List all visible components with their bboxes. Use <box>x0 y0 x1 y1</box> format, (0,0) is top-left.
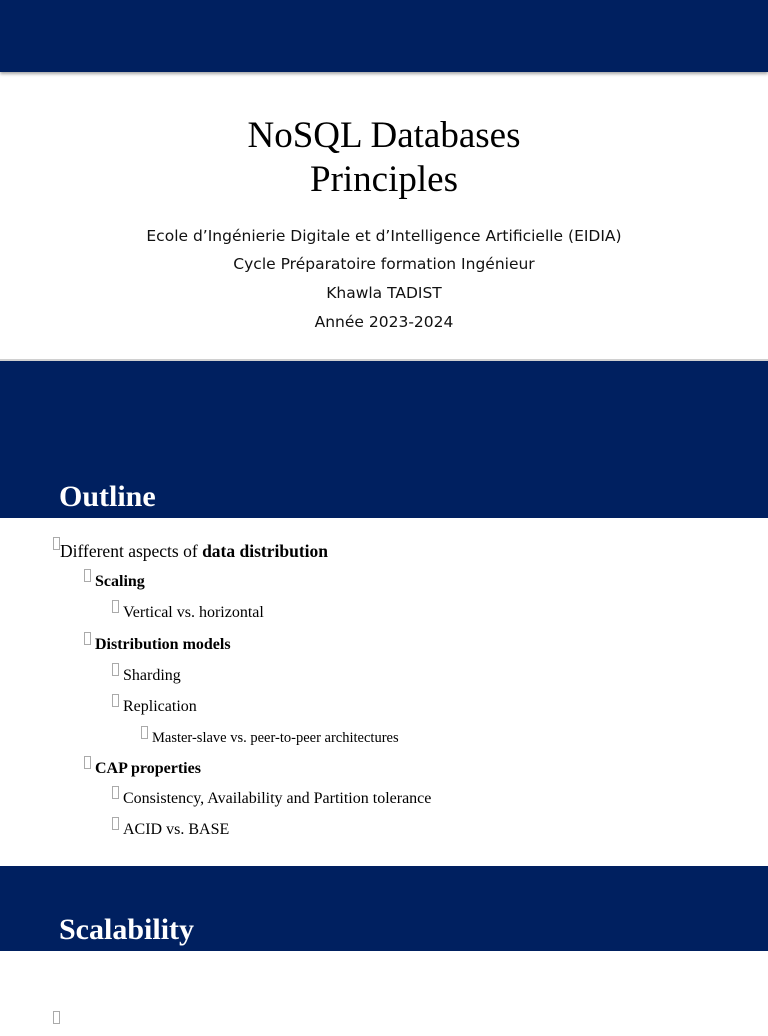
bullet-text: Vertical vs. horizontal <box>123 604 264 621</box>
bullet-text: Different aspects of <box>60 541 203 561</box>
bullet-text-bold: Scaling <box>95 573 145 590</box>
title-slide-year: Année 2023-2024 <box>314 313 454 331</box>
outline-bullet-data-distribution <box>53 541 328 562</box>
title-slide <box>0 72 768 360</box>
bullet-marker-icon <box>84 569 91 582</box>
bullet-marker-icon <box>112 600 119 613</box>
bullet-marker-icon <box>112 786 119 799</box>
outline-bullet-vertical-horizontal <box>112 604 264 622</box>
outline-bullet-consistency <box>112 790 431 808</box>
title-slide-title-line1: NoSQL Databases <box>247 115 521 156</box>
bullet-text: ACID vs. BASE <box>123 821 230 838</box>
title-slide-header-band <box>0 0 768 72</box>
bullet-marker-icon <box>141 726 148 739</box>
outline-bullet-distribution-models <box>84 636 231 654</box>
scalability-slide-header-band <box>0 866 768 951</box>
bullet-text: Sharding <box>123 667 181 684</box>
outline-slide-heading: Outline <box>59 480 156 513</box>
outline-bullet-cap-properties <box>84 760 201 778</box>
outline-bullet-replication <box>112 698 197 716</box>
bullet-marker-icon <box>84 632 91 645</box>
title-slide-school: Ecole d’Ingénierie Digitale et d’Intelligence Artificielle (EIDIA) <box>146 227 622 245</box>
bullet-text-bold: Distribution models <box>95 636 231 653</box>
title-slide-author: Khawla TADIST <box>326 284 442 302</box>
bullet-marker-icon <box>53 1011 60 1024</box>
bullet-marker-icon <box>84 756 91 769</box>
outline-bullet-scaling <box>84 573 145 591</box>
outline-slide-header-band <box>0 361 768 518</box>
outline-bullet-master-slave <box>141 730 399 747</box>
bullet-text-bold: CAP properties <box>95 760 201 777</box>
bullet-text: Replication <box>123 698 197 715</box>
title-slide-program: Cycle Préparatoire formation Ingénieur <box>233 255 535 273</box>
bullet-text: Master-slave vs. peer-to-peer architectures <box>152 730 399 746</box>
bullet-text-bold: data distribution <box>202 541 328 561</box>
bullet-text: Consistency, Availability and Partition tolerance <box>123 790 432 807</box>
bullet-marker-icon <box>112 663 119 676</box>
scalability-slide-heading: Scalability <box>59 913 195 946</box>
bullet-marker-icon <box>112 817 119 830</box>
outline-bullet-acid-base <box>112 821 229 839</box>
bullet-marker-icon <box>112 694 119 707</box>
outline-bullet-sharding <box>112 667 181 685</box>
title-slide-title-line2: Principles <box>310 159 458 200</box>
bullet-marker-icon <box>53 537 60 550</box>
scalability-bullet-clipped <box>53 1015 60 1036</box>
